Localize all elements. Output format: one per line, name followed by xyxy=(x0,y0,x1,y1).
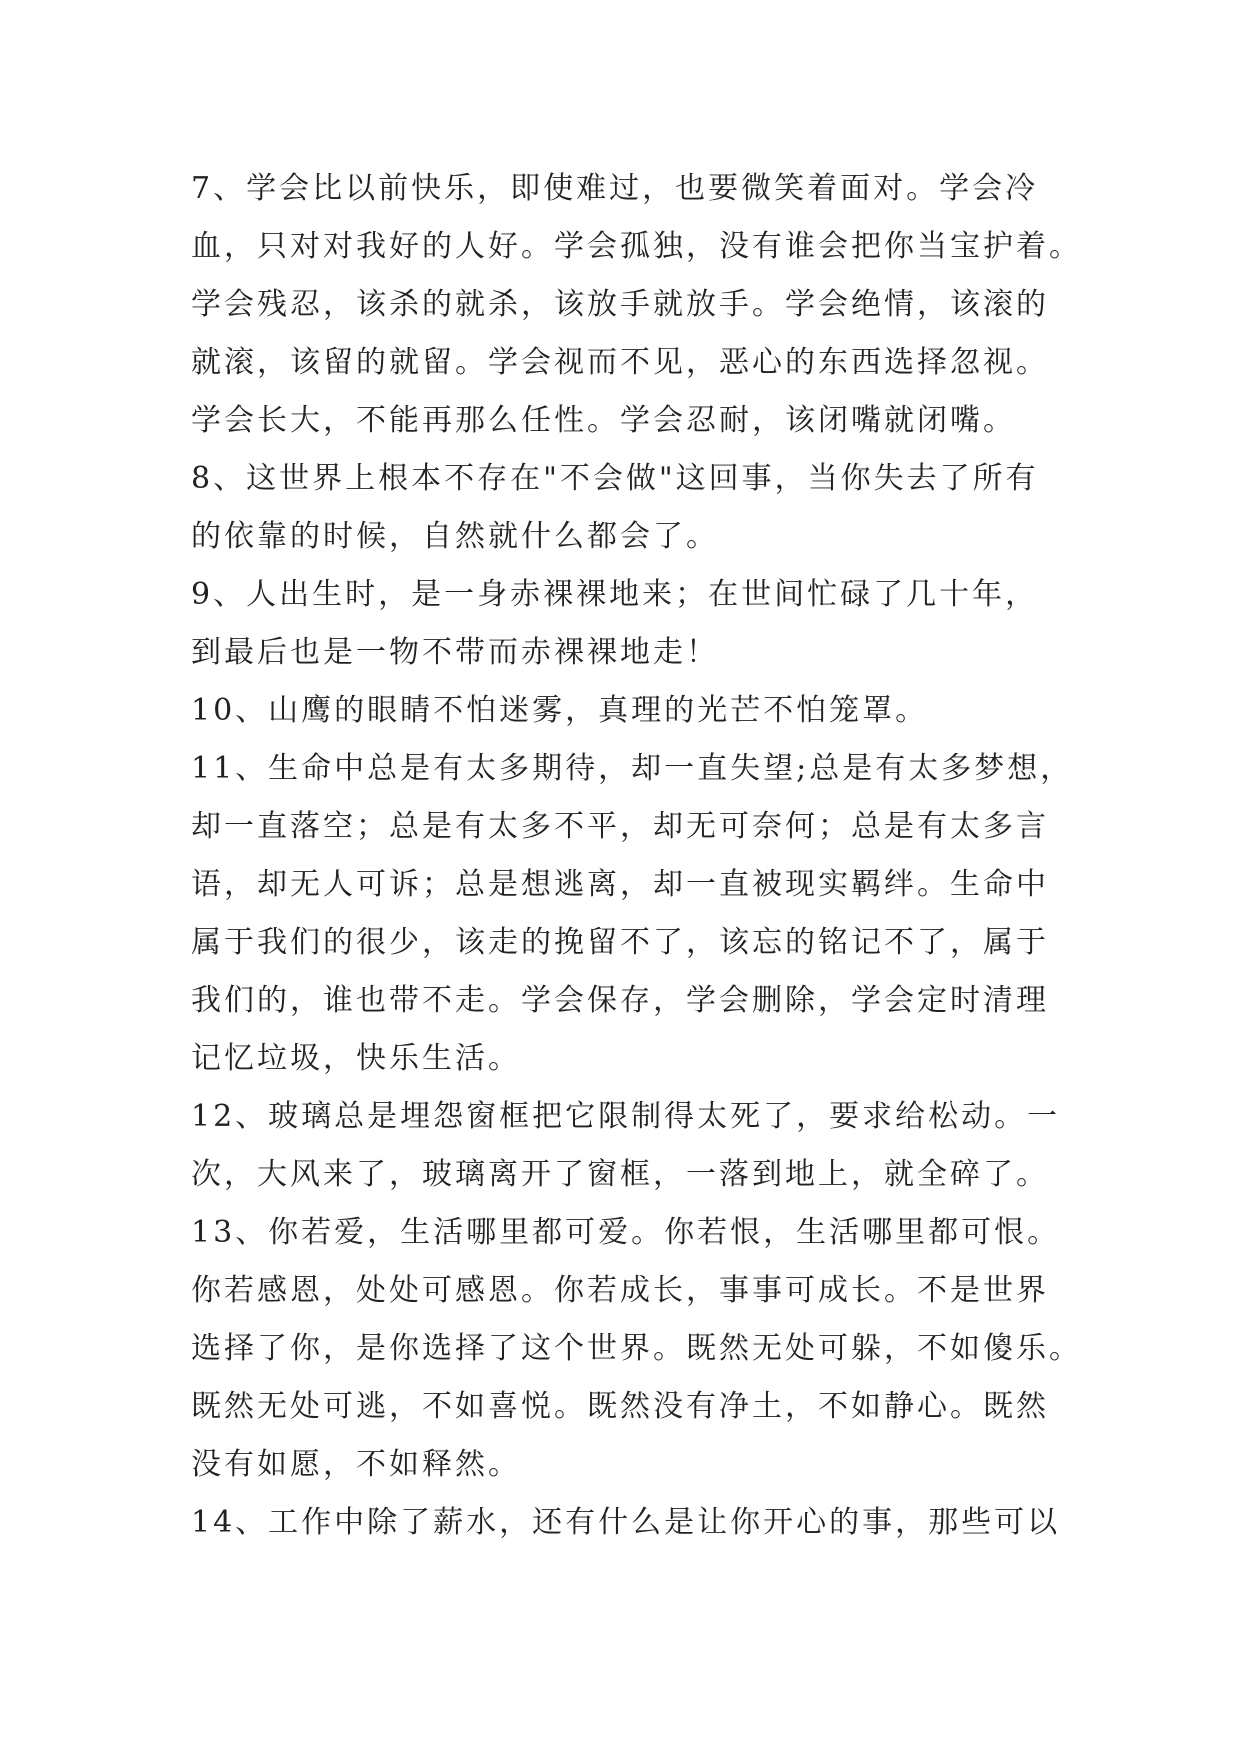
text-line: 到最后也是一物不带而赤裸裸地走！ xyxy=(191,635,719,670)
text-line: 7、学会比以前快乐，即使难过，也要微笑着面对。学会冷 xyxy=(191,171,1039,206)
text-line: 选择了你，是你选择了这个世界。既然无处可躲，不如傻乐。 xyxy=(191,1331,1082,1366)
text-line: 既然无处可逃，不如喜悦。既然没有净土，不如静心。既然 xyxy=(191,1389,1049,1424)
body-text xyxy=(191,160,1082,1552)
text-line: 次，大风来了，玻璃离开了窗框，一落到地上，就全碎了。 xyxy=(191,1157,1049,1192)
text-line: 的依靠的时候，自然就什么都会了。 xyxy=(191,519,719,554)
text-line: 就滚，该留的就留。学会视而不见，恶心的东西选择忽视。 xyxy=(191,345,1049,380)
text-line: 8、这世界上根本不存在"不会做"这回事，当你失去了所有 xyxy=(191,461,1039,496)
text-line: 学会长大，不能再那么任性。学会忍耐，该闭嘴就闭嘴。 xyxy=(191,403,1016,438)
text-line: 血，只对对我好的人好。学会孤独，没有谁会把你当宝护着。 xyxy=(191,229,1082,264)
text-line: 10、山鹰的眼睛不怕迷雾，真理的光芒不怕笼罩。 xyxy=(191,693,929,728)
text-line: 我们的，谁也带不走。学会保存，学会删除，学会定时清理 xyxy=(191,983,1049,1018)
text-line: 14、工作中除了薪水，还有什么是让你开心的事，那些可以 xyxy=(191,1505,1061,1540)
text-line: 语，却无人可诉；总是想逃离，却一直被现实羁绊。生命中 xyxy=(191,867,1049,902)
text-line: 记忆垃圾，快乐生活。 xyxy=(191,1041,521,1076)
text-line: 却一直落空；总是有太多不平，却无可奈何；总是有太多言 xyxy=(191,809,1049,844)
text-line: 13、你若爱，生活哪里都可爱。你若恨，生活哪里都可恨。 xyxy=(191,1215,1061,1250)
text-line: 12、玻璃总是埋怨窗框把它限制得太死了，要求给松动。一 xyxy=(191,1099,1061,1134)
text-line: 9、人出生时，是一身赤裸裸地来；在世间忙碌了几十年， xyxy=(191,577,1039,612)
text-line: 属于我们的很少，该走的挽留不了，该忘的铭记不了，属于 xyxy=(191,925,1049,960)
text-line: 你若感恩，处处可感恩。你若成长，事事可成长。不是世界 xyxy=(191,1273,1049,1308)
text-line: 11、生命中总是有太多期待，却一直失望;总是有太多梦想， xyxy=(191,751,1074,786)
text-line: 学会残忍，该杀的就杀，该放手就放手。学会绝情，该滚的 xyxy=(191,287,1049,322)
text-line: 没有如愿，不如释然。 xyxy=(191,1447,521,1482)
